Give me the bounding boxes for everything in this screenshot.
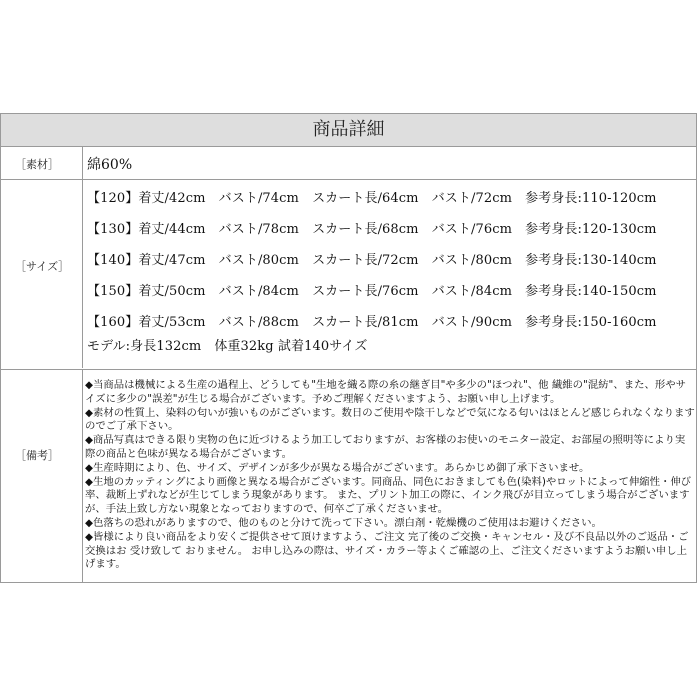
size-row-120: 【120】着丈/42cm バスト/74cm スカート長/64cm バスト/72cm 参考身長:110-120cm [87,191,657,206]
divider [1,369,696,370]
product-detail-table [0,113,697,583]
note-item: ◆色落ちの恐れがありますので、他のものと分けて洗って下さい。漂白剤・乾燥機のご使用はお避けください。 [85,516,602,529]
model-info: モデル:身長132cm 体重32kg 試着140サイズ [87,339,368,354]
size-label: ［サイズ］ [15,260,70,273]
material-label: ［素材］ [15,158,59,171]
size-row-150: 【150】着丈/50cm バスト/84cm スカート長/76cm バスト/84cm 参考身長:140-150cm [87,284,657,299]
size-row-160: 【160】着丈/53cm バスト/88cm スカート長/81cm バスト/90cm 参考身長:150-160cm [87,315,657,330]
note-item: ◆生産時期により、色、サイズ、デザインが多少が異なる場合がございます。あらかじめ御了承下さいませ。 [85,461,590,474]
page-title: 商品詳細 [1,114,696,147]
note-item: ◆当商品は機械による生産の過程上、どうしても"生地を織る際の糸の継ぎ目"や多少の"ほつれ"、他 繊維の"混紡"、また、形やサイズに多少の"誤差"が生じる場合がございます。予めご理解くださいますよう、お願い申し上げます。 [85,379,687,405]
material-value: 綿60% [87,157,133,173]
remarks-label: ［備考］ [15,449,59,462]
note-item: ◆生地のカッティングにより画像と異なる場合がございます。同商品、同色におきましても色(染料)やロットによって伸縮性・伸び率、裁断上ずれなどが生じてしまう現象があります。 また、プリント加工の際に、インク飛びが目立ってしまう場合がございますが、手法上致し方ない現象となっておりますので、何卒ご了承くださいませ。 [85,475,692,516]
size-row-130: 【130】着丈/44cm バスト/78cm スカート長/68cm バスト/76cm 参考身長:120-130cm [87,222,657,237]
size-label-cell [1,180,83,368]
remarks-label-cell [1,370,83,583]
note-item: ◆素材の性質上、染料の匂いが強いものがございます。数日のご使用や陰干しなどで気になる匂いはほとんど感じられなくなりますのでご了承下さい。 [85,406,695,433]
divider [1,179,696,180]
remarks-notes [85,379,695,572]
note-item: ◆商品写真はできる限り実物の色に近づけるよう加工しておりますが、お客様のお使いのモニター設定、お部屋の照明等により実際の商品と色味が異なる場合がございます。 [85,434,686,460]
note-item: ◆皆様により良い商品をより安くご提供させて頂けますよう、ご注文 完了後のご交換・キャンセル・及び不良品以外のご返品・ご交換はお 受け致して おりません。 お申し込みの際は、サイズ・カラー等よくご確認の上、ご注文くださいますようお願い申し上げます。 [85,530,689,571]
material-label-cell [1,147,83,179]
size-row-140: 【140】着丈/47cm バスト/80cm スカート長/72cm バスト/80cm 参考身長:130-140cm [87,253,657,268]
